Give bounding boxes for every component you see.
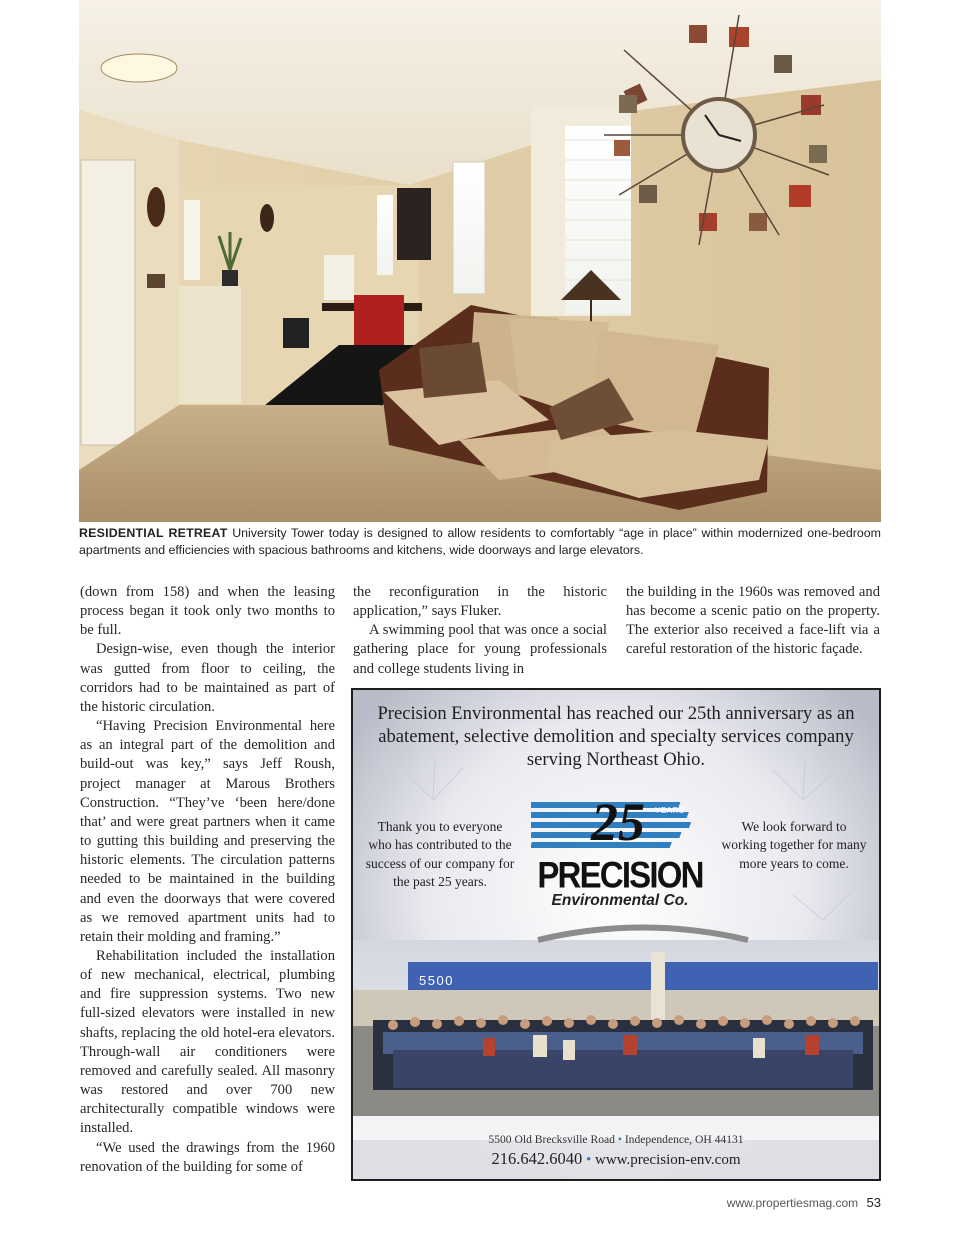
ad-contact <box>353 1149 879 1169</box>
address-street: 5500 Old Brecksville Road <box>488 1133 615 1146</box>
paragraph: “We used the drawings from the 1960 renovation of the building for some of <box>80 1139 335 1175</box>
paragraph: Rehabilitation included the installation of new mechanical, electrical, plumbing and fire suppression systems. Two new full-sized elevators were installed in new shafts, replacing the old hotel-era elevators. Through-wall air conditioners were removed and carefully sealed. All masonry was restored and over 700 new architecturally compatible windows were installed. <box>80 947 335 1137</box>
paragraph: Design-wise, even though the interior was gutted from floor to ceiling, the corridors had to be maintained as part of the historic circulation. <box>80 641 335 715</box>
paragraph: the building in the 1960s was removed and has become a scenic patio on the property. The exterior also received a face-lift via a careful restoration of the historic façade. <box>626 584 880 658</box>
page-number: 53 <box>866 1195 881 1210</box>
paragraph: (down from 158) and when the leasing process began it took only two months to be full. <box>80 584 335 639</box>
website-link[interactable]: www.precision-env.com <box>595 1152 741 1168</box>
logo-number: 25 <box>591 792 645 852</box>
building-number: 5500 <box>419 973 454 988</box>
logo-company-subtitle: Environmental Co. <box>551 892 689 909</box>
caption-lead: RESIDENTIAL RETREAT <box>79 526 228 540</box>
address-city: Independence, OH 44131 <box>624 1133 744 1146</box>
article-column-1 <box>80 583 335 1177</box>
photo-caption <box>79 525 881 559</box>
article-column-2 <box>353 583 607 679</box>
paragraph: the reconfiguration in the historic application,” says Fluker. <box>353 584 607 620</box>
ad-address <box>353 1133 879 1146</box>
phone-number: 216.642.6040 <box>491 1149 583 1168</box>
page-footer <box>727 1195 881 1210</box>
article-column-3 <box>626 583 880 660</box>
footer-site[interactable]: www.propertiesmag.com <box>726 1196 859 1210</box>
paragraph: “Having Precision Environmental here as an integral part of the demolition and build-out was key,” says Jeff Roush, project manager at Marous Brothers Construction. “They’ve ‘been here/done that’ and were great partners when it came to gutting this building and preserving the historic elements. The circulation patterns needed to be maintained in the building and even the doorways that were covered as we removed apartment units had to retain their molding and framing.” <box>80 718 335 945</box>
paragraph: A swimming pool that was once a social gathering place for young professionals and college students living in <box>353 622 607 677</box>
logo-years-label: YEARS <box>655 806 685 815</box>
ad-look-forward-text: We look forward to working together for many more years to come. <box>721 819 867 871</box>
logo-company-name: PRECISION <box>537 853 703 896</box>
bullet-icon: • <box>617 1133 622 1146</box>
apartment-photo <box>79 0 881 522</box>
caption-text: University Tower today is designed to allow residents to comfortably “age in place” within modernized one-bedroom apartments and efficiencies with spacious bathrooms and kitchens, wide doorways and large elevators. <box>79 526 881 557</box>
precision-environmental-ad <box>351 688 881 1181</box>
ad-headline: Precision Environmental has reached our 25th anniversary as an abatement, selective demolition and specialty services company serving Northeast Ohio. <box>377 703 855 770</box>
bullet-icon: • <box>585 1152 592 1168</box>
ad-thank-you-text: Thank you to everyone who has contributed to the success of our company for the past 25 years. <box>365 819 515 889</box>
